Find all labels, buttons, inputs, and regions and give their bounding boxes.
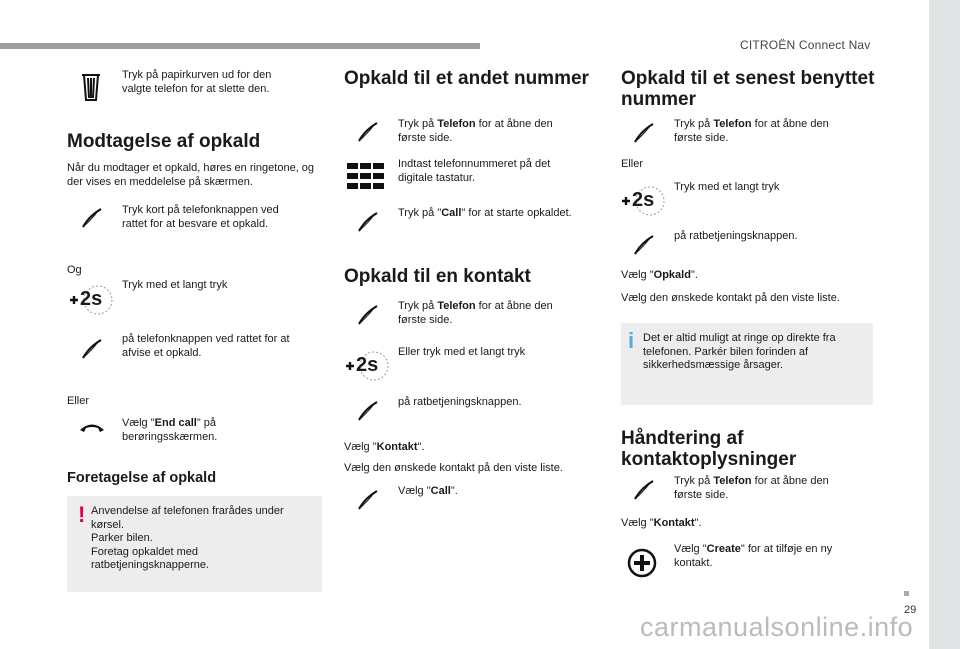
step-steering-button: på ratbetjeningsknappen. <box>398 396 522 408</box>
warning-text: Anvendelse af telefonen frarådes under kørsel. Parker bilen. Foretag opkaldet med ratbetjeningsknapperne. <box>91 505 284 571</box>
og-label: Og <box>67 264 82 276</box>
text-part: " for at starte opkaldet. <box>461 207 572 219</box>
text-part: Vælg " <box>674 543 707 555</box>
finger-tap-icon <box>81 338 103 360</box>
step-choose-contact: Vælg den ønskede kontakt på den viste liste. <box>621 292 840 304</box>
long-press-2s-icon <box>620 184 666 218</box>
text-part: Tryk på <box>398 300 438 312</box>
eller-label: Eller <box>621 158 644 170</box>
watermark: carmanualsonline.info <box>640 612 914 642</box>
title-line: Håndtering af <box>621 428 744 449</box>
step-create-contact <box>674 543 854 570</box>
info-icon: i <box>628 328 635 353</box>
make-call-title: Foretagelse af opkald <box>67 470 217 486</box>
text-part: Vælg " <box>344 441 377 453</box>
text-part: Tryk på <box>674 118 714 130</box>
finger-tap-icon <box>633 122 655 144</box>
create-label: Create <box>706 543 741 555</box>
title-line: kontaktoplysninger <box>621 449 797 470</box>
text-part: for at åbne den første side. <box>398 118 553 144</box>
finger-tap-icon <box>633 479 655 501</box>
phone-label: Telefon <box>713 118 752 130</box>
text-part: Tryk på <box>674 475 714 487</box>
page-side-strip <box>929 0 960 649</box>
step-reject: på telefonknappen ved rattet for at afvise et opkald. <box>122 333 290 359</box>
recent-call-title <box>621 68 874 110</box>
info-box <box>621 323 873 405</box>
long-press-2s-icon <box>68 283 114 317</box>
phone-label: Telefon <box>713 475 752 487</box>
trash-text: Tryk på papirkurven ud for den valgte telefon for at slette den. <box>122 69 272 95</box>
call-label: Call <box>430 485 451 497</box>
text-part: Vælg " <box>122 417 155 429</box>
finger-tap-icon <box>357 489 379 511</box>
finger-tap-icon <box>81 207 103 229</box>
text-part: for at åbne den første side. <box>398 300 553 326</box>
info-text: Det er altid muligt at ringe op direkte fra telefonen. Parkér bilen forinden af sikkerhedsmæssige årsager. <box>643 332 836 371</box>
step-long-press: Tryk med et langt tryk <box>122 279 228 291</box>
step-choose-contact: Vælg den ønskede kontakt på den viste liste. <box>344 462 563 474</box>
call-log-label: Opkald <box>653 269 691 281</box>
step-select-contact <box>621 517 871 531</box>
text-part: for at åbne den første side. <box>674 118 829 144</box>
step-end-call <box>122 417 312 444</box>
finger-tap-icon <box>357 400 379 422</box>
title-line: nummer <box>621 89 696 110</box>
finger-tap-icon <box>357 121 379 143</box>
end-call-label: End call <box>154 417 197 429</box>
text-part: Vælg " <box>621 517 654 529</box>
step-steering-button: på ratbetjeningsknappen. <box>674 230 798 242</box>
badge-label: 2s <box>80 288 103 310</box>
finger-tap-icon <box>357 211 379 233</box>
step-select-call <box>621 269 871 283</box>
end-call-icon <box>79 421 105 433</box>
text-part: Tryk på " <box>398 207 442 219</box>
text-part: ". <box>417 441 425 453</box>
text-part: Tryk på <box>398 118 438 130</box>
finger-tap-icon <box>633 234 655 256</box>
keypad-icon <box>347 163 385 189</box>
contact-label: Kontakt <box>376 441 418 453</box>
step-select-contact <box>344 441 594 455</box>
step-open-phone <box>398 118 578 145</box>
manage-contacts-title <box>621 428 796 470</box>
page-marker <box>904 591 909 596</box>
incoming-title: Modtagelse af opkald <box>67 131 261 152</box>
text-part: " for at tilføje en ny kontakt. <box>674 543 833 569</box>
text-part: ". <box>690 269 698 281</box>
call-label: Call <box>441 207 462 219</box>
call-contact-title: Opkald til en kontakt <box>344 266 531 287</box>
step-open-phone <box>674 118 854 145</box>
incoming-intro: Når du modtager et opkald, høres en ringetone, og der vises en meddelelse på skærmen. <box>67 162 315 188</box>
text-part: ". <box>694 517 702 529</box>
page-number: 29 <box>904 604 917 616</box>
title-line: Opkald til et senest benyttet <box>621 68 875 89</box>
contact-label: Kontakt <box>653 517 695 529</box>
badge-label: 2s <box>632 189 655 211</box>
phone-label: Telefon <box>437 300 476 312</box>
step-dial-number: Indtast telefonnummeret på det digitale tastatur. <box>398 158 551 184</box>
warning-icon: ! <box>78 502 86 527</box>
step-open-phone <box>674 475 854 502</box>
text-part: Vælg " <box>398 485 431 497</box>
text-part: Vælg " <box>621 269 654 281</box>
header-bar <box>0 43 480 49</box>
step-short-press: Tryk kort på telefonknappen ved rattet for at besvare et opkald. <box>122 204 279 230</box>
text-part: for at åbne den første side. <box>674 475 829 501</box>
long-press-2s-icon <box>344 349 390 383</box>
add-circle-icon <box>627 548 657 578</box>
text-part: ". <box>450 485 458 497</box>
badge-label: 2s <box>356 354 379 376</box>
call-other-title: Opkald til et andet nummer <box>344 68 589 89</box>
eller-label: Eller <box>67 395 90 407</box>
step-open-phone <box>398 300 578 327</box>
step-long-press: Eller tryk med et langt tryk <box>398 346 526 358</box>
step-call <box>398 485 578 499</box>
step-long-press: Tryk med et langt tryk <box>674 181 780 193</box>
warning-box <box>67 496 322 592</box>
brand-label: CITROËN Connect Nav <box>740 38 871 52</box>
trash-icon <box>80 72 102 102</box>
step-call <box>398 207 593 221</box>
phone-label: Telefon <box>437 118 476 130</box>
finger-tap-icon <box>357 304 379 326</box>
text-part: " på berøringsskærmen. <box>122 417 218 443</box>
